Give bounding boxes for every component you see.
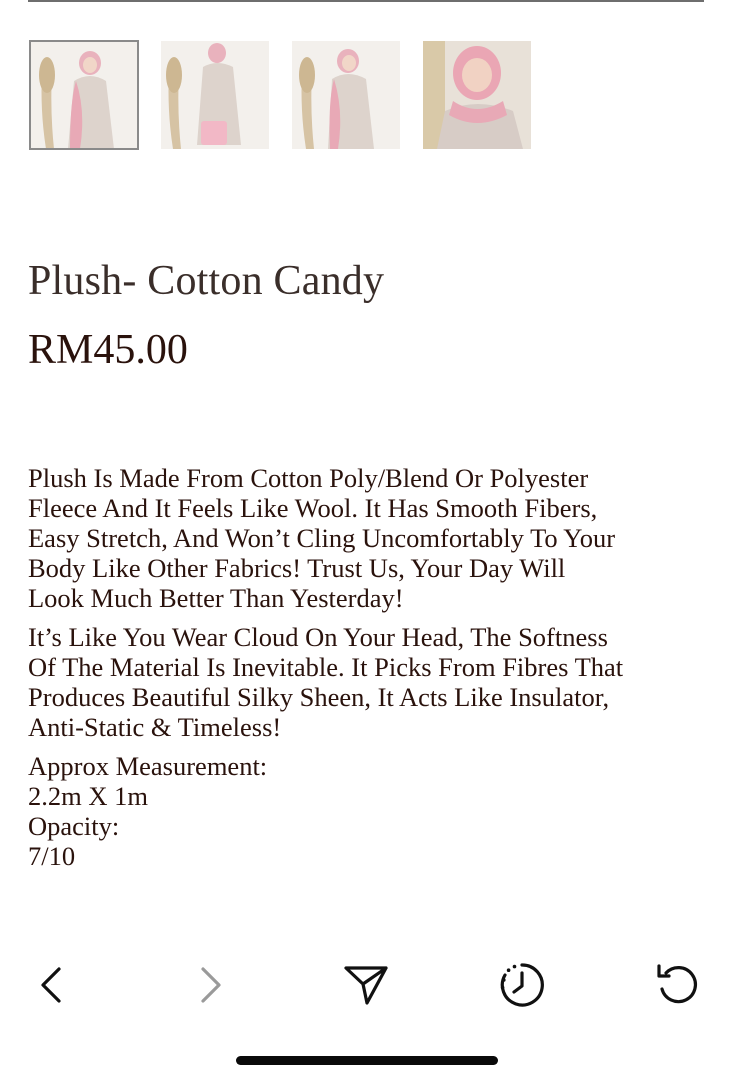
back-button[interactable] xyxy=(28,961,76,1009)
thumbnail-strip xyxy=(30,41,531,149)
product-price: RM45.00 xyxy=(28,327,188,373)
reload-button[interactable] xyxy=(654,961,702,1009)
opacity-value: 7/10 xyxy=(28,841,76,871)
measurement-label: Approx Measurement: xyxy=(28,751,268,781)
product-description xyxy=(28,463,718,880)
description-line: Look Much Better Than Yesterday! xyxy=(28,583,404,613)
share-button[interactable] xyxy=(342,961,390,1009)
opacity-label: Opacity: xyxy=(28,811,120,841)
product-thumbnail-1[interactable] xyxy=(30,41,138,149)
description-line: Fleece And It Feels Like Wool. It Has Smooth Fibers, xyxy=(28,493,598,523)
reload-icon xyxy=(655,962,701,1008)
thumbnail-image xyxy=(161,41,269,149)
description-line: It’s Like You Wear Cloud On Your Head, The Softness xyxy=(28,622,608,652)
product-thumbnail-2[interactable] xyxy=(161,41,269,149)
description-paragraph-1 xyxy=(28,463,718,613)
browser-toolbar xyxy=(0,933,733,1033)
thumbnail-image xyxy=(30,41,138,149)
description-paragraph-2 xyxy=(28,622,718,742)
clock-history-icon xyxy=(498,961,546,1009)
home-indicator xyxy=(236,1056,498,1065)
description-line: Easy Stretch, And Won’t Cling Uncomfortably To Your xyxy=(28,523,616,553)
send-icon xyxy=(343,964,389,1006)
description-line: Body Like Other Fabrics! Trust Us, Your Day Will xyxy=(28,553,566,583)
measurement-details xyxy=(28,751,718,871)
product-title: Plush- Cotton Candy xyxy=(28,258,385,304)
product-thumbnail-3[interactable] xyxy=(292,41,400,149)
thumbnail-image xyxy=(423,41,531,149)
top-divider xyxy=(28,0,704,2)
description-line: Plush Is Made From Cotton Poly/Blend Or Polyester xyxy=(28,463,589,493)
measurement-value: 2.2m X 1m xyxy=(28,781,148,811)
chevron-left-icon xyxy=(37,965,67,1005)
description-line: Of The Material Is Inevitable. It Picks From Fibres That xyxy=(28,652,624,682)
forward-button[interactable] xyxy=(186,961,234,1009)
history-button[interactable] xyxy=(498,961,546,1009)
description-line: Produces Beautiful Silky Sheen, It Acts Like Insulator, xyxy=(28,682,610,712)
thumbnail-image xyxy=(292,41,400,149)
product-thumbnail-4[interactable] xyxy=(423,41,531,149)
description-line: Anti-Static & Timeless! xyxy=(28,712,282,742)
chevron-right-icon xyxy=(195,965,225,1005)
